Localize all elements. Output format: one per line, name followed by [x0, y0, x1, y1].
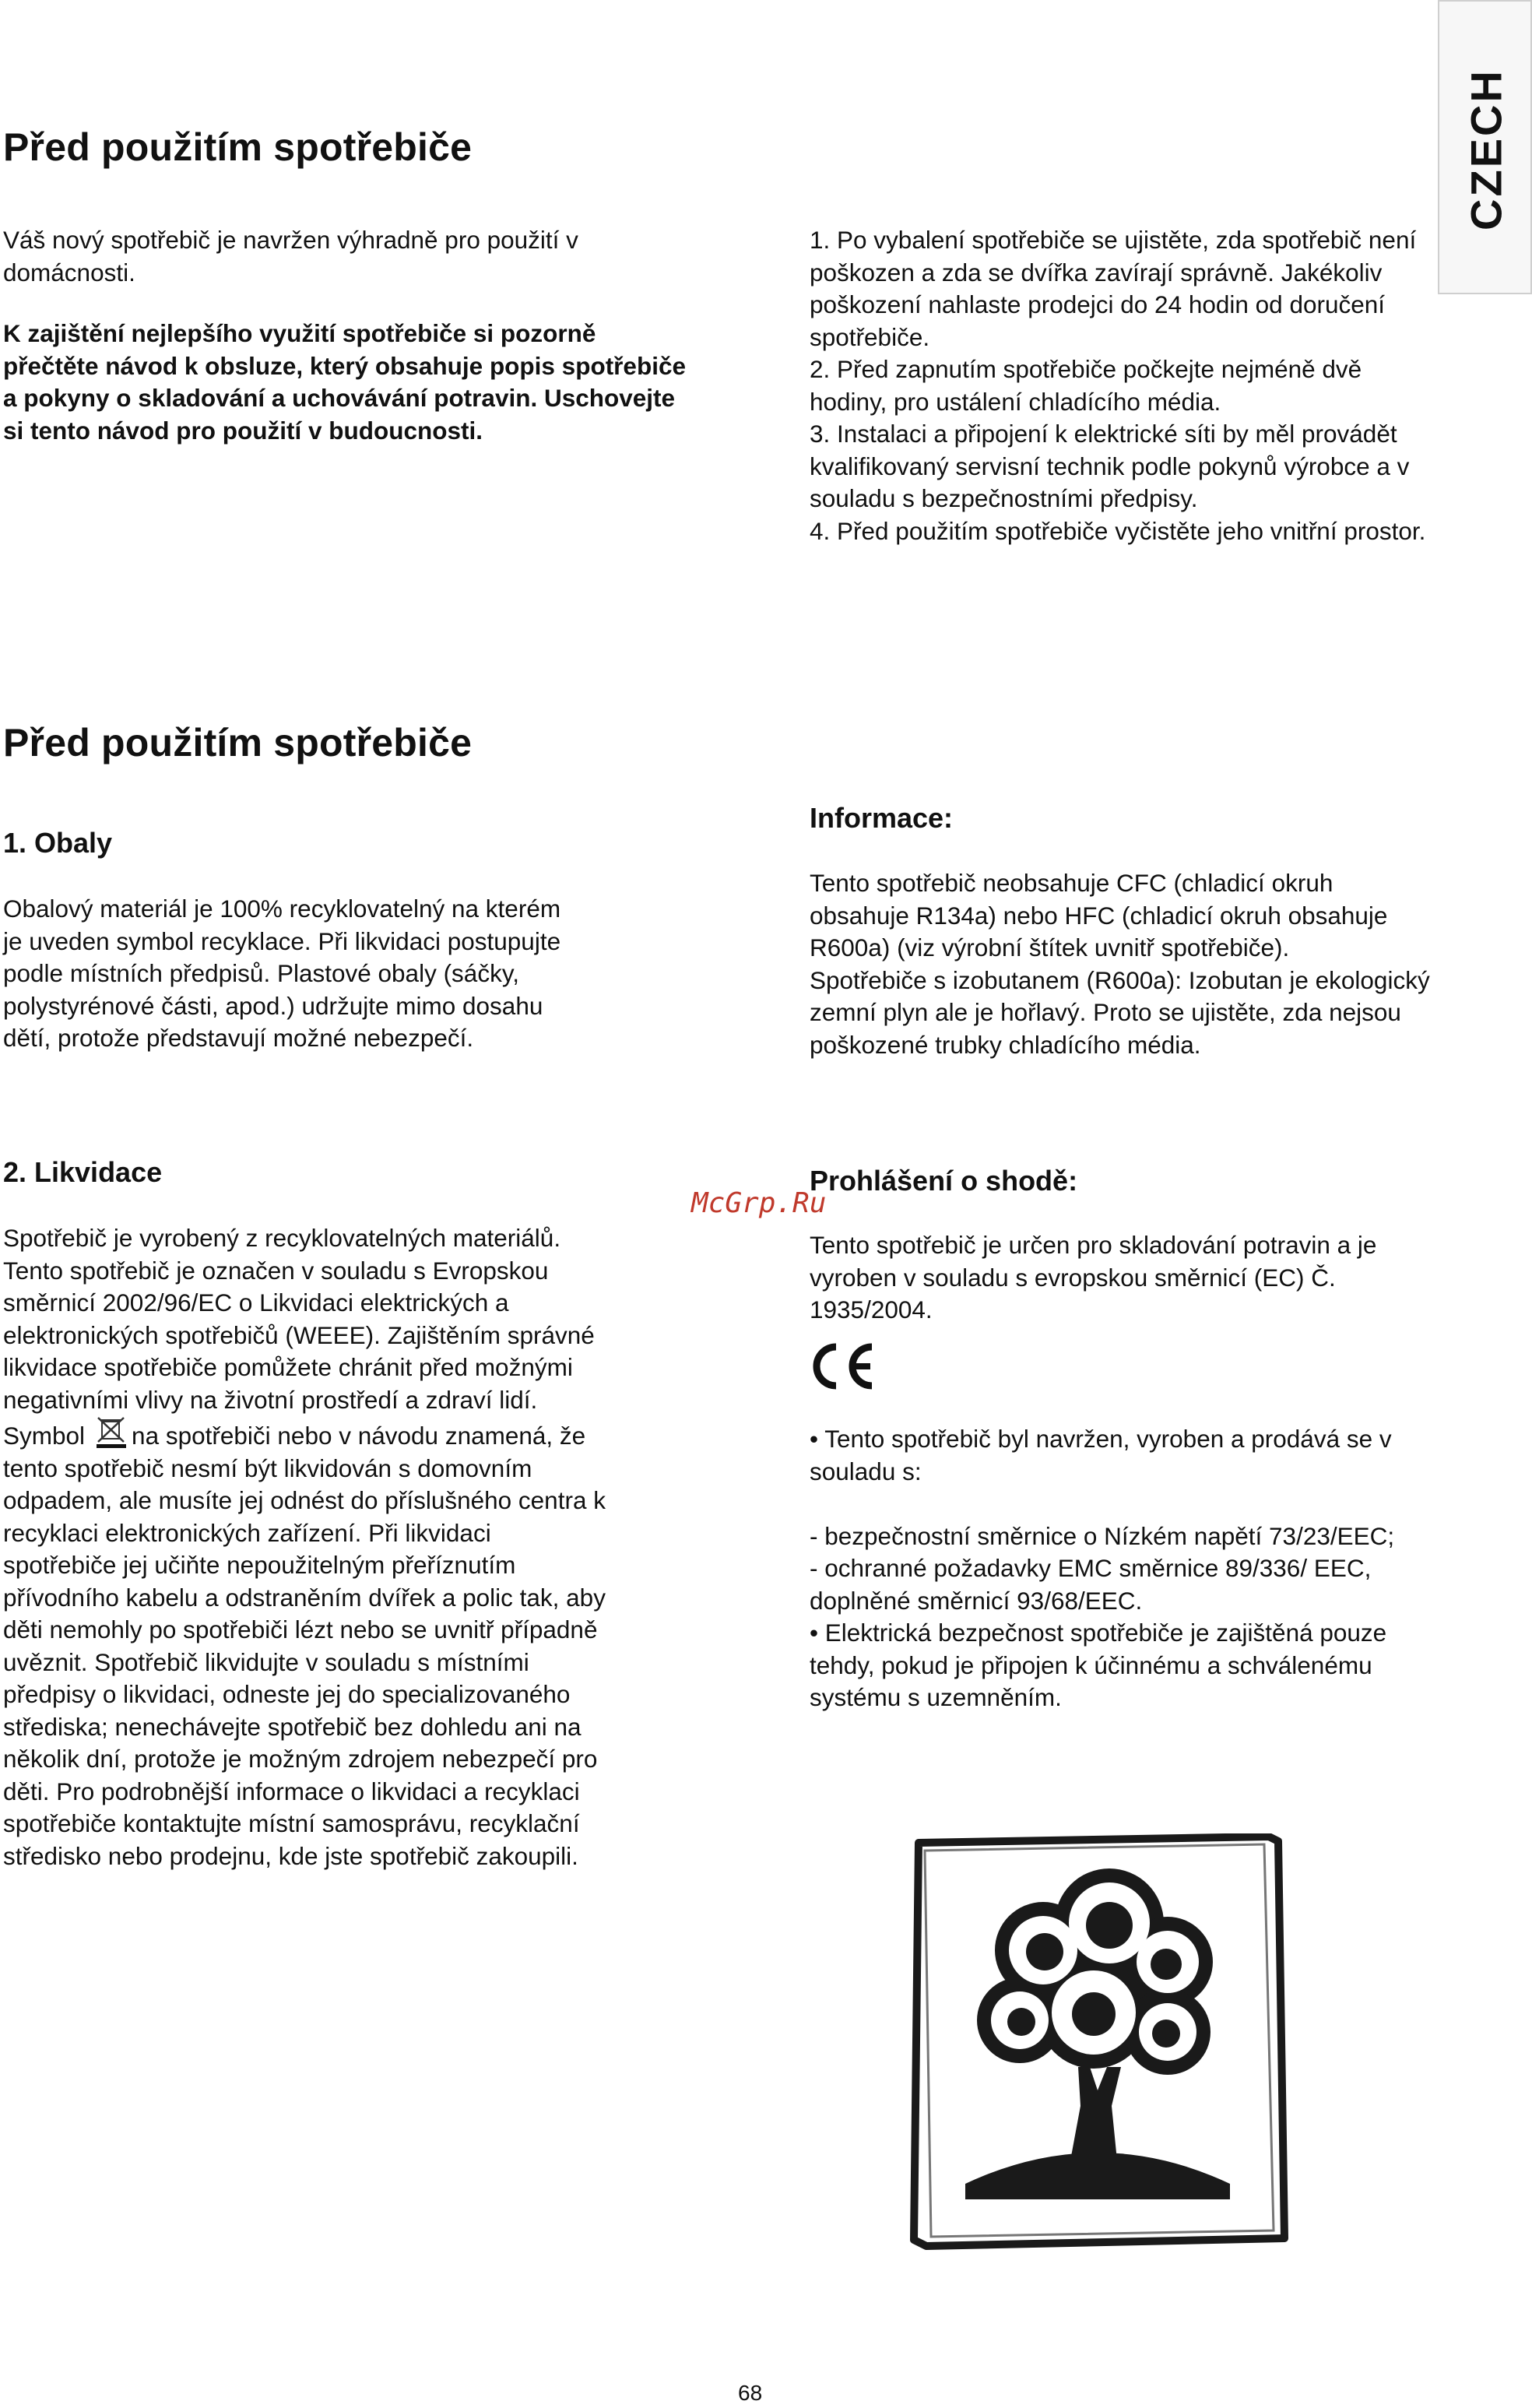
likvidace-text-b-body: na spotřebiči nebo v návodu znamená, že tento spotřebič nesmí být likvidován s domovním odpadem, ale musíte jej odnést do příslušného centra k recyklaci elektronických zařízení. Při likvidaci spotřebiče jej učiňte nepoužitelným přeříznutím přívodního kabelu a odstraněním dvířek a polic tak, aby děti nemohly po spotřebiči lézt nebo se uvnitř případně uvěznit. Spotřebič likvidujte v souladu s místními předpisy o likvidaci, odneste jej do specializovaného střediska; nenechávejte spotřebič bez dohledu ani na několik dní, protože je možným zdrojem nebezpečí pro děti. Pro podrobnější informace o likvidaci a recyklaci spotřebiče kontaktujte místní samosprávu, recyklační středisko nebo prodejnu, kde jste spotřebič zakoupili. — [3, 1422, 606, 1870]
compliance-bullet-2: • Elektrická bezpečnost spotřebiče je zajištěná pouze tehdy, pokud je připojen k účinnému a schválenému systému s uzemněním. — [810, 1619, 1387, 1711]
step-4: 4. Před použitím spotřebiče vyčistěte jeho vnitřní prostor. — [810, 516, 1426, 545]
likvidace-text — [3, 1222, 610, 1872]
compliance-list — [810, 1423, 1432, 1714]
symbol-word: Symbol — [3, 1422, 86, 1450]
step-2: 2. Před zapnutím spotřebiče počkejte nejméně dvě hodiny, pro ustálení chladícího média. — [810, 355, 1362, 416]
page-number: 68 — [738, 2381, 763, 2405]
section1-title: Před použitím spotřebiče — [3, 125, 473, 169]
step-3: 3. Instalaci a připojení k elektrické síti by měl provádět kvalifikovaný servisní technik podle pokynů výrobce a v souladu s bezpečnostními předpisy. — [810, 420, 1410, 512]
compliance-bullet-1: • Tento spotřebič byl navržen, vyroben a prodává se v souladu s: — [810, 1425, 1392, 1485]
section1-bold-note: K zajištění nejlepšího využití spotřebiče si pozorně přečtěte návod k obsluze, který obsahuje popis spotřebiče a pokyny o skladování a uchovávání potravin. Uschovejte si tento návod pro použití v budoucnosti. — [3, 319, 686, 445]
informace-text-b: Spotřebiče s izobutanem (R600a): Izobutan je ekologický zemní plyn ale je hořlavý. Proto se ujistěte, zda nejsou poškozené trubky chladícího média. — [810, 965, 1430, 1059]
shoda-text: Tento spotřebič je určen pro skladování potravin a je vyroben v souladu s evropskou směrnicí (EC) Č. 1935/2004. — [810, 1231, 1377, 1324]
language-tab-label: CZECH — [1461, 69, 1511, 230]
language-tab — [1438, 0, 1532, 294]
compliance-item-1: - bezpečnostní směrnice o Nízkém napětí 73/23/EEC; — [810, 1521, 1395, 1550]
section2-title: Před použitím spotřebiče — [3, 721, 473, 765]
informace-text-a: Tento spotřebič neobsahuje CFC (chladicí okruh obsahuje R134a) nebo HFC (chladicí okruh obsahuje R600a) (viz výrobní štítek uvnitř spotřebiče). — [810, 869, 1388, 961]
ce-mark-icon — [810, 1339, 880, 1394]
compliance-item-2: - ochranné požadavky EMC směrnice 89/336/ EEC, doplněné směrnicí 93/68/EEC. — [810, 1554, 1372, 1615]
tree-illustration — [903, 1833, 1292, 2254]
obaly-heading: 1. Obaly — [3, 827, 113, 859]
section1-steps — [810, 224, 1432, 547]
likvidace-heading: 2. Likvidace — [3, 1156, 163, 1188]
section1-intro: Váš nový spotřebič je navržen výhradně pro použití v domácnosti. — [3, 226, 578, 286]
likvidace-text-a: Spotřebič je vyrobený z recyklovatelných materiálů. Tento spotřebič je označen v souladu s Evropskou směrnicí 2002/96/EC o Likvidaci elektrických a elektronických spotřebičů (WEEE). Zajištěním správné likvidace spotřebiče pomůžete chránit před možnými negativními vlivy na životní prostředí a zdraví lidí. — [3, 1224, 595, 1414]
step-1: 1. Po vybalení spotřebiče se ujistěte, zda spotřebič není poškozen a zda se dvířka zavírají správně. Jakékoliv poškození nahlaste prodejci do 24 hodin od doručení spotřebiče. — [810, 226, 1417, 351]
informace-text — [810, 867, 1432, 1061]
shoda-heading: Prohlášení o shodě: — [810, 1165, 1078, 1197]
informace-heading: Informace: — [810, 802, 954, 834]
likvidace-text-b — [3, 1416, 610, 1872]
watermark: McGrp.Ru — [691, 1187, 827, 1219]
weee-bin-icon — [94, 1416, 128, 1449]
obaly-text: Obalový materiál je 100% recyklovatelný na kterém je uveden symbol recyklace. Při likvidaci postupujte podle místních předpisů. Plastové obaly (sáčky, polystyrénové části, apod.) udržujte mimo dosahu dětí, protože představují možné nebezpečí. — [3, 895, 561, 1052]
